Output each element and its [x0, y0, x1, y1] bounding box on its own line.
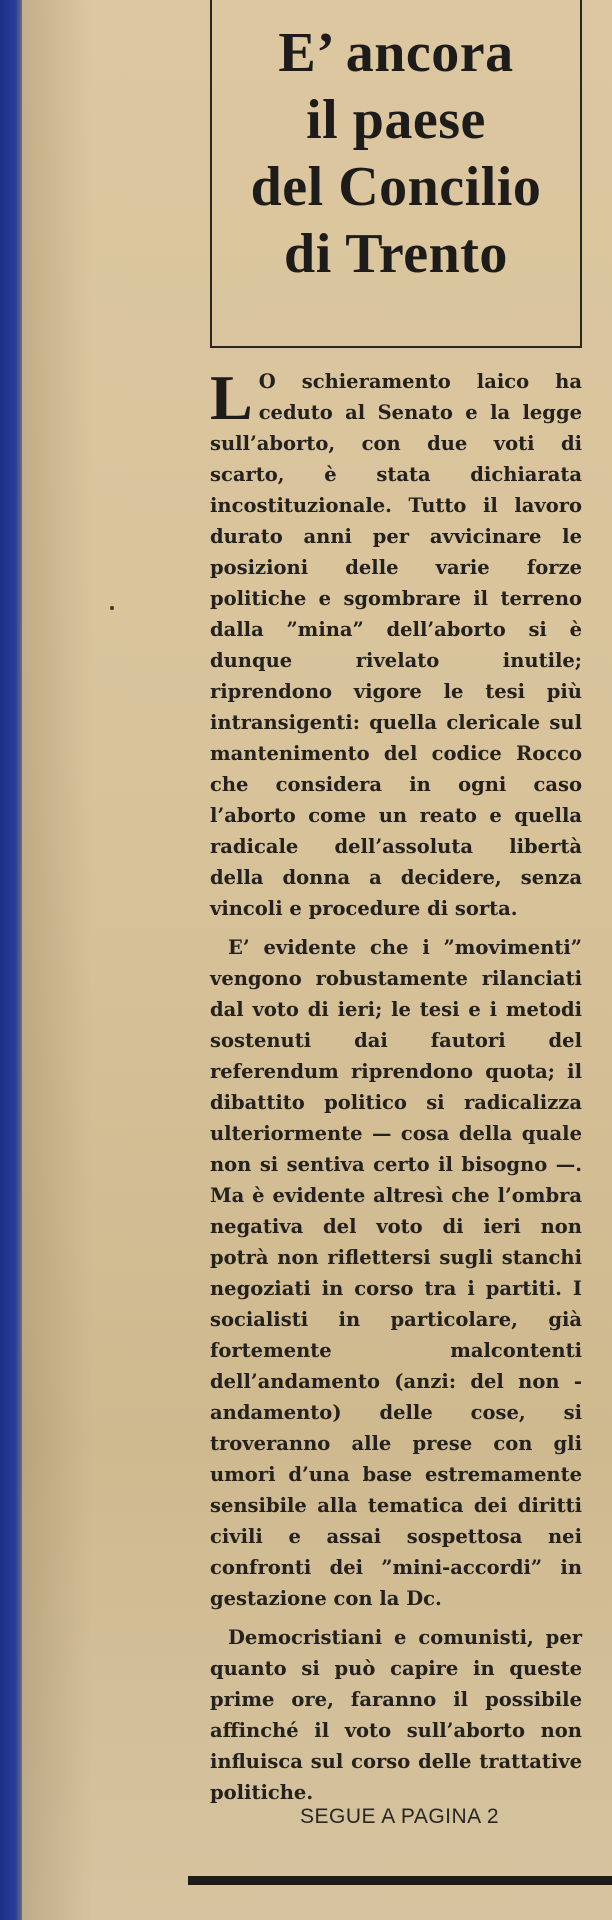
bottom-rule	[188, 1876, 612, 1885]
margin-dot	[110, 606, 114, 610]
drop-cap: L	[210, 362, 253, 433]
blue-background-edge	[0, 0, 22, 1920]
headline-line: di Trento	[284, 223, 508, 285]
headline-line: E’ ancora	[278, 22, 514, 84]
article-paragraph: E’ evidente che i ”movimenti” vengono robustamente rilanciati dal voto di ieri; le tesi e i metodi sostenuti dai fautori del referendum riprendono quota; il dibattito politico si radicalizza ulteriormente — cosa della quale non si sentiva certo il bisogno —. Ma è evidente altresì che l’ombra negativa del voto di ieri non potrà non riflettersi sugli stanchi negoziati in corso tra i partiti. I socialisti in particolare, già fortemente malcontenti dell’andamento (anzi: del non - andamento) delle cose, si troveranno alle prese con gli umori d’una base estremamente sensibile alla tematica dei diritti civili e assai sospettosa nei confronti dei ”mini-accordi” in gestazione con la Dc.	[210, 936, 582, 1610]
article-body	[210, 362, 582, 1808]
headline	[212, 20, 580, 288]
paper-shadow	[22, 0, 92, 1920]
headline-line: il paese	[306, 89, 486, 151]
continuation-note: SEGUE A PAGINA 2	[300, 1805, 500, 1828]
paragraph-text: O schieramento laico ha ceduto al Senato e la legge sull’aborto, con due voti di scarto, è stata dichiarata incostituzionale. Tutto il lavoro durato anni per avvicinare le posizioni delle varie forze politiche e sgombrare il terreno dalla ”mina” dell’aborto si è dunque rivelato inutile; riprendono vigore le tesi più intransigenti: quella clericale sul mantenimento del codice Rocco che considera in ogni caso l’aborto come un reato e quella radicale dell’assoluta libertà della donna a decidere, senza vincoli e procedure di sorta.	[210, 370, 582, 920]
headline-line: del Concilio	[250, 156, 542, 218]
article-paragraph: Democristiani e comunisti, per quanto si può capire in queste prime ore, faranno il possibile affinché il voto sull’aborto non influisca sul corso delle trattative politiche.	[210, 1626, 582, 1804]
headline-box	[210, 0, 582, 348]
article-paragraph	[210, 362, 582, 924]
